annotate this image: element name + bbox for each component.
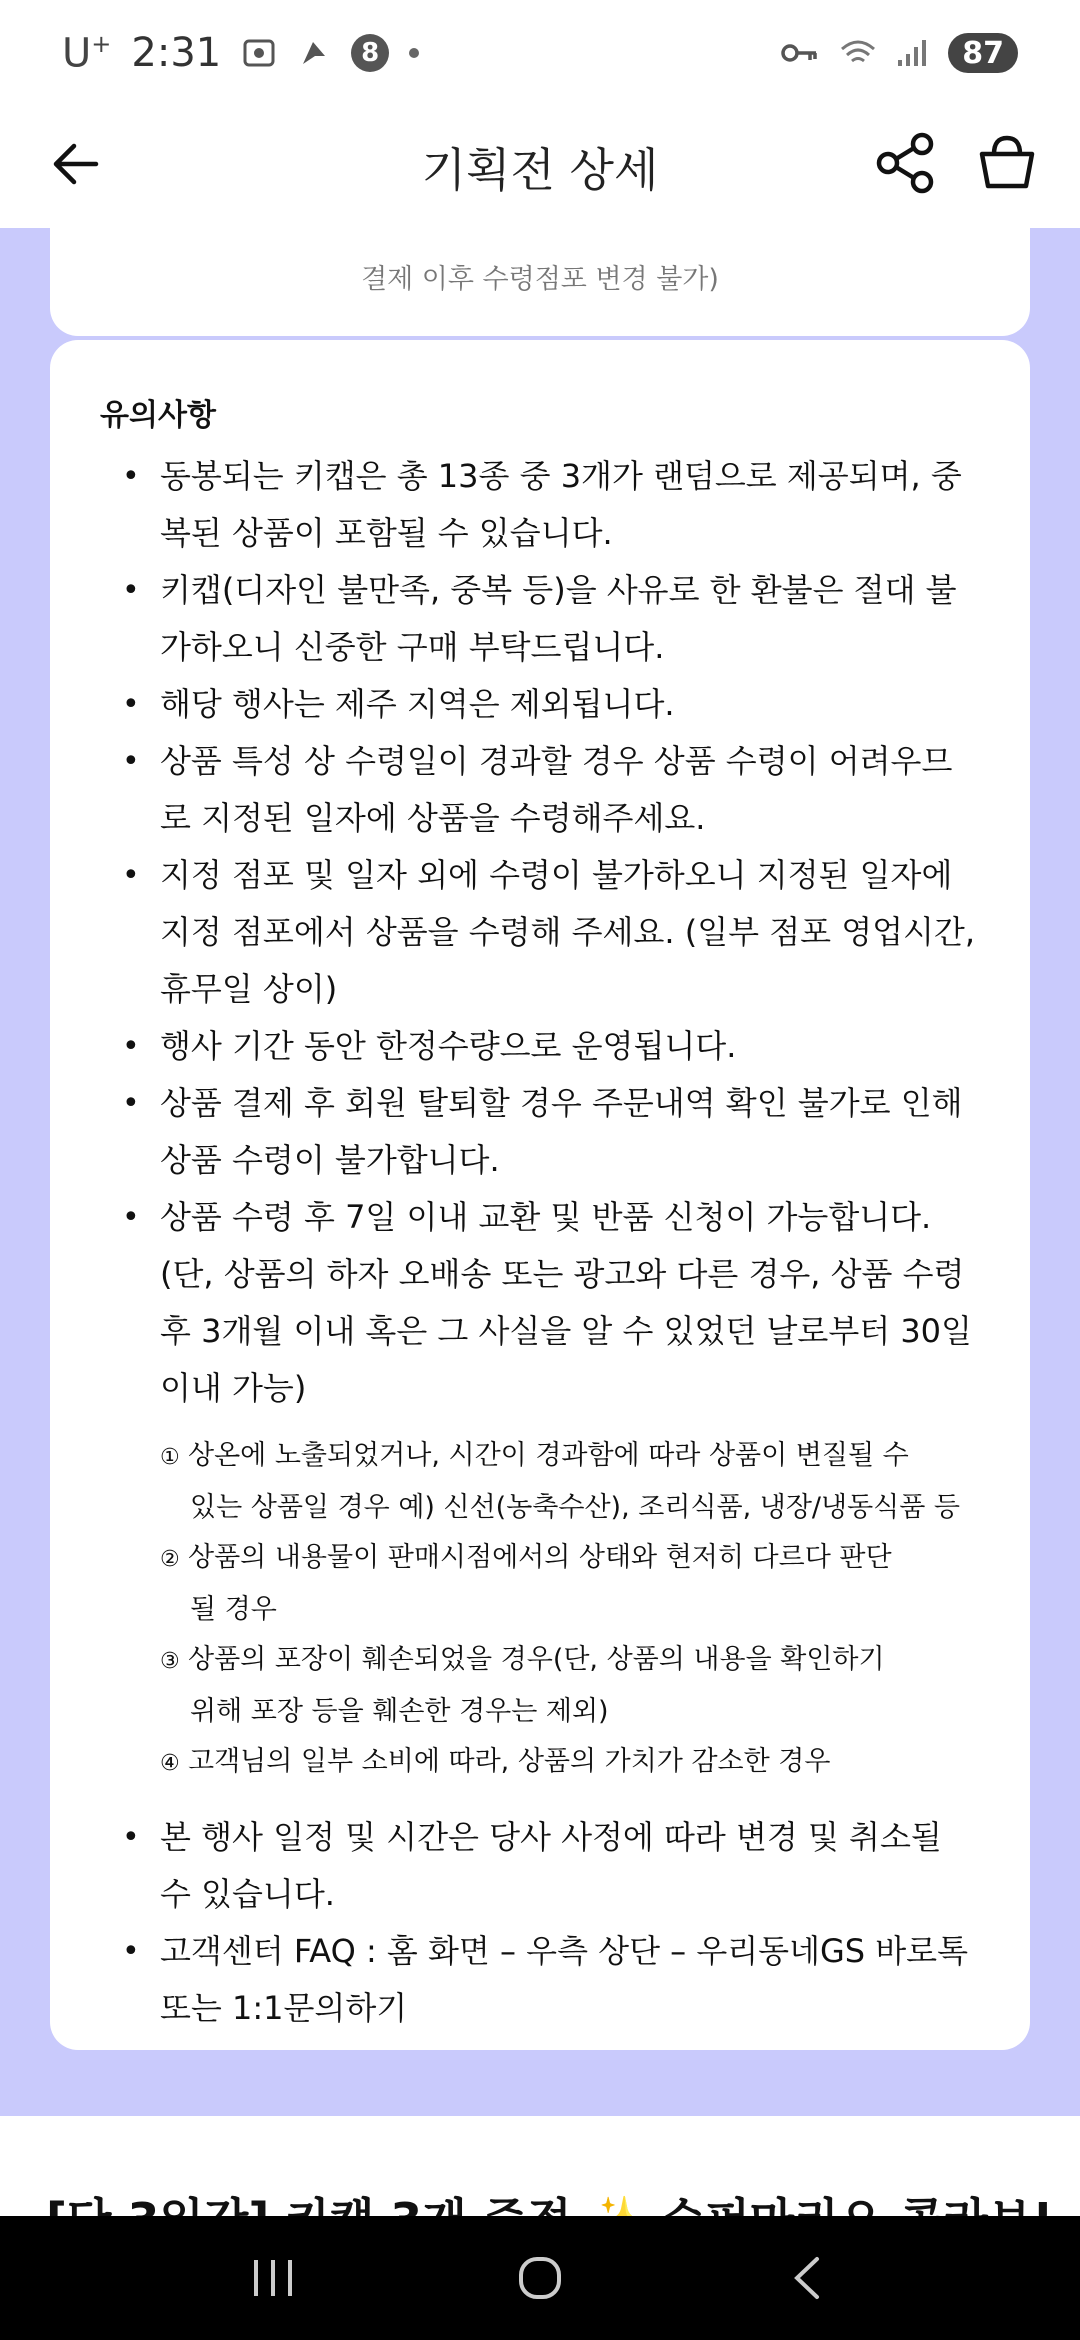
exception-number: ③ <box>160 1649 180 1674</box>
exception-line: 고객님의 일부 소비에 따라, 상품의 가치가 감소한 경우 <box>188 1746 831 1777</box>
notice-item: • 지정 점포 및 일자 외에 수령이 불가하오니 지정된 일자에 지정 점포에서 상품을 수령해 주세요. (일부 점포 영업시간, 휴무일 상이) <box>160 847 980 1018</box>
system-back-button[interactable] <box>767 2238 847 2318</box>
pickup-note: 결제 이후 수령점포 변경 불가) <box>361 264 719 295</box>
return-policy-text: 상품 수령 후 7일 이내 교환 및 반품 신청이 가능합니다. (단, 상품의 하자 오배송 또는 광고와 다른 경우, 상품 수령 후 3개월 이내 혹은 그 사실을 알 수 있었던 날로부터 30일 이내 가능) <box>160 1198 972 1407</box>
more-notifications-dot <box>409 48 419 58</box>
notice-item: • 본 행사 일정 및 시간은 당사 사정에 따라 변경 및 취소될 수 있습니다. <box>160 1809 980 1923</box>
exception-number: ④ <box>160 1751 180 1776</box>
exception-item <box>130 1431 980 1533</box>
notice-list <box>100 448 980 2037</box>
screenshot-icon <box>241 35 277 71</box>
exception-line: 상품의 포장이 훼손되었을 경우(단, 상품의 내용을 확인하기 <box>188 1644 885 1675</box>
back-button[interactable] <box>46 134 106 194</box>
battery-indicator: 87 <box>948 33 1018 73</box>
home-icon <box>515 2253 565 2303</box>
share-button[interactable] <box>874 130 940 196</box>
wifi-icon <box>838 37 878 69</box>
page-title: 기획전 상세 <box>421 143 659 197</box>
exception-line: 상품의 내용물이 판매시점에서의 상태와 현저히 다르다 판단 <box>188 1542 892 1573</box>
notice-item: • 키캡(디자인 불만족, 중복 등)을 사유로 한 환불은 절대 불가하오니 신중한 구매 부탁드립니다. <box>160 562 980 676</box>
cart-button[interactable] <box>974 130 1040 196</box>
return-exceptions-list <box>160 1417 980 1809</box>
carrier-label: U+ <box>62 29 112 77</box>
next-section <box>0 2116 1080 2216</box>
arrow-left-icon <box>46 134 106 194</box>
notice-item-return <box>160 1189 980 1809</box>
exception-line-cont: 위해 포장 등을 훼손한 경우는 제외) <box>190 1696 609 1727</box>
content-area[interactable] <box>0 228 1080 2116</box>
system-nav-bar <box>0 2216 1080 2340</box>
exception-number: ② <box>160 1547 180 1572</box>
notice-card <box>50 340 1030 2050</box>
notice-item: • 상품 특성 상 수령일이 경과할 경우 상품 수령이 어려우므로 지정된 일자에 상품을 수령해주세요. <box>160 733 980 847</box>
notice-item: • 상품 결제 후 회원 탈퇴할 경우 주문내역 확인 불가로 인해 상품 수령이 불가합니다. <box>160 1075 980 1189</box>
shopping-bag-icon <box>974 130 1040 196</box>
exception-item <box>130 1635 980 1737</box>
status-time: 2:31 <box>131 29 222 76</box>
status-bar <box>0 0 1080 106</box>
recent-apps-button[interactable] <box>233 2238 313 2318</box>
app-badge-icon: 8 <box>351 34 389 72</box>
exception-line-cont: 될 경우 <box>190 1594 277 1625</box>
top-card <box>50 208 1030 336</box>
exception-line: 상온에 노출되었거나, 시간이 경과함에 따라 상품이 변질될 수 <box>188 1440 909 1471</box>
notification-icon <box>297 36 331 70</box>
notice-item: • 고객센터 FAQ : 홈 화면 – 우측 상단 – 우리동네GS 바로톡 또는 1:1문의하기 <box>160 1923 980 2037</box>
exception-line-cont: 있는 상품일 경우 예) 신선(농축수산), 조리식품, 냉장/냉동식품 등 <box>190 1492 960 1523</box>
recent-apps-icon <box>248 2256 298 2300</box>
signal-icon <box>896 38 930 68</box>
notice-title: 유의사항 <box>100 398 216 433</box>
vpn-key-icon <box>780 38 820 68</box>
home-button[interactable] <box>500 2238 580 2318</box>
exception-item <box>130 1737 980 1789</box>
notice-item: • 동봉되는 키캡은 총 13종 중 3개가 랜덤으로 제공되며, 중복된 상품이 포함될 수 있습니다. <box>160 448 980 562</box>
exception-item <box>130 1533 980 1635</box>
share-icon <box>874 130 940 196</box>
notice-item: • 행사 기간 동안 한정수량으로 운영됩니다. <box>160 1018 980 1075</box>
notice-item: • 해당 행사는 제주 지역은 제외됩니다. <box>160 676 980 733</box>
exception-number: ① <box>160 1445 180 1470</box>
chevron-left-icon <box>787 2253 827 2303</box>
